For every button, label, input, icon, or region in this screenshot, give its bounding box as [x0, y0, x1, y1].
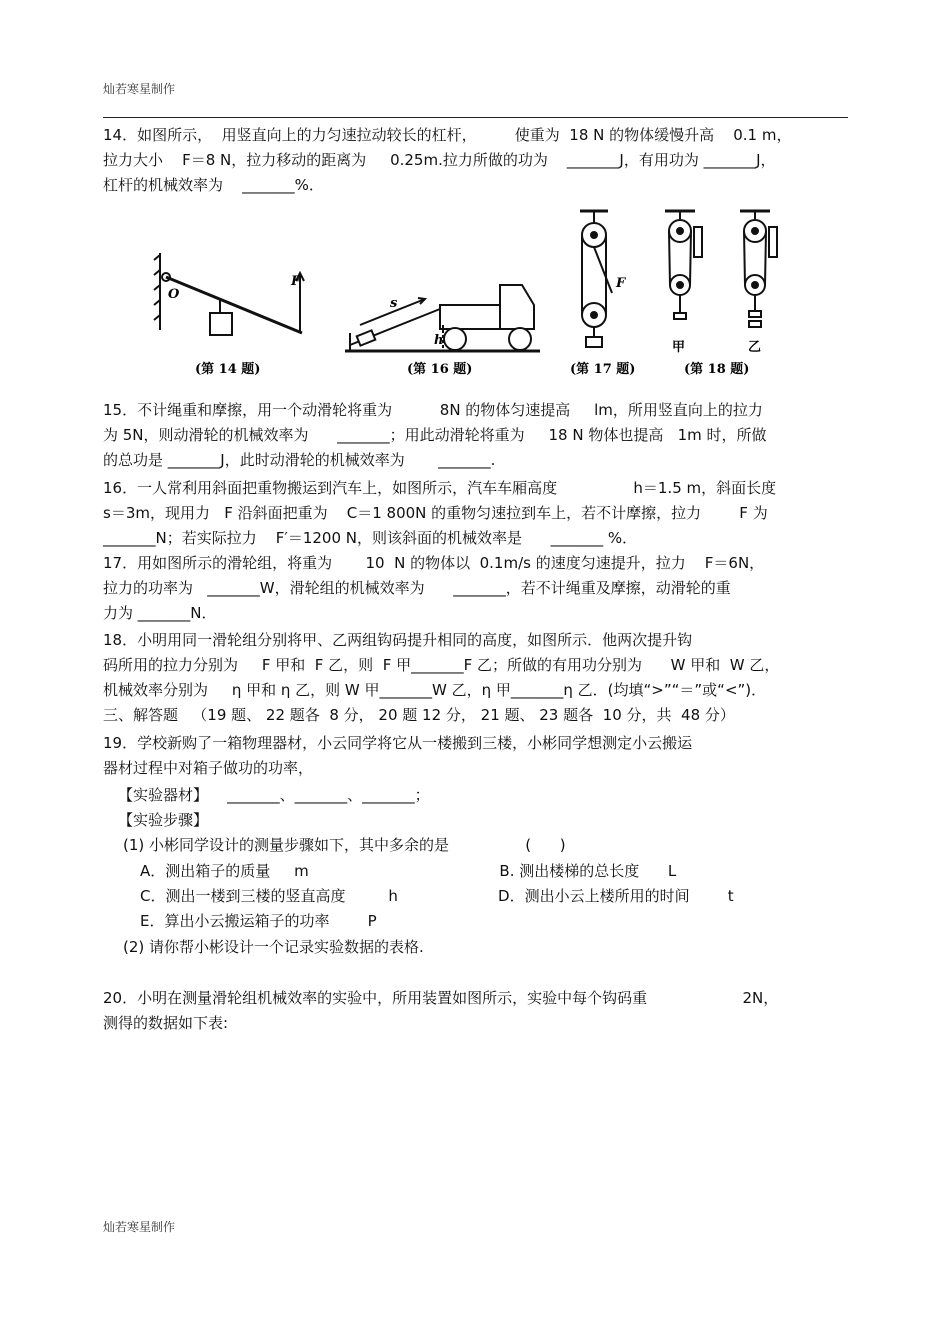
q14-line-3: 杠杆的机械效率为 _______%．	[103, 176, 324, 194]
caption-fig16: (第 16 题)	[407, 362, 473, 377]
q19-steps-heading: 【实验步骤】	[118, 811, 209, 829]
figure-17-pulley	[580, 211, 612, 347]
q19-part-2: (2) 请你帮小彬设计一个记录实验数据的表格.	[123, 938, 424, 956]
fig14-pivot-label: O	[168, 287, 180, 302]
q18-line-3: 机械效率分别为 η 甲和 η 乙，则 W 甲_______W 乙，η 甲_______η 乙．(均填“>”“＝”或“<”)．	[103, 681, 767, 699]
q14-line-2: 拉力大小 F＝8 N，拉力移动的距离为 0.25m.拉力所做的功为 _______J，有用功为 _______J，	[103, 151, 776, 169]
q19-line-2: 器材过程中对箱子做功的功率，	[103, 759, 314, 777]
fig17-force-label: F	[616, 276, 626, 291]
fig18-jia-label: 甲	[672, 340, 686, 355]
q17-line-3: 力为 _______N．	[103, 604, 217, 622]
figure-18-pulleys	[665, 211, 777, 327]
q16-line-1: 16．一人常利用斜面把重物搬运到汽车上，如图所示，汽车车厢高度 h＝1.5 m，斜面长度	[103, 479, 777, 497]
header-rule	[103, 117, 848, 118]
page-header: 灿若寒星制作	[103, 82, 176, 96]
fig16-height-label: h	[434, 333, 444, 348]
q17-line-2: 拉力的功率为 _______W，滑轮组的机械效率为 _______，若不计绳重及摩擦，动滑轮的重	[103, 579, 731, 597]
q18-line-2: 码所用的拉力分别为 F 甲和 F 乙，则 F 甲_______F 乙；所做的有用功分别为 W 甲和 W 乙，	[103, 656, 780, 674]
q15-line-3: 的总功是 _______J，此时动滑轮的机械效率为 _______.	[103, 451, 496, 469]
q15-line-1: 15．不计绳重和摩擦，用一个动滑轮将重为 8N 的物体匀速提高 lm，所用竖直向上的拉力	[103, 401, 763, 419]
fig16-slope-label: s	[390, 296, 398, 311]
caption-fig14: (第 14 题)	[195, 362, 261, 377]
q16-line-3: _______N；若实际拉力 F′＝1200 N，则该斜面的机械效率是 _______ %．	[103, 529, 638, 547]
q19-option-e: E．算出小云搬运箱子的功率 P	[140, 912, 377, 930]
q20-line-2: 测得的数据如下表:	[103, 1014, 229, 1032]
q19-part-1: (1) 小彬同学设计的测量步骤如下，其中多余的是 ( )	[123, 836, 566, 854]
q15-line-2: 为 5N，则动滑轮的机械效率为 _______；用此动滑轮将重为 18 N 物体也提高 1m 时，所做	[103, 426, 767, 444]
q19-equipment: 【实验器材】 _______、_______、_______；	[118, 786, 430, 804]
q19-line-1: 19．学校新购了一箱物理器材，小云同学将它从一楼搬到三楼，小彬同学想测定小云搬运	[103, 734, 693, 752]
q20-line-1: 20．小明在测量滑轮组机械效率的实验中，所用装置如图所示，实验中每个钩码重 2N，	[103, 989, 779, 1007]
q19-options-ab: A．测出箱子的质量 m B. 测出楼梯的总长度 L	[140, 862, 677, 880]
q16-line-2: s＝3m，现用力 F 沿斜面把重为 C＝1 800N 的重物匀速拉到车上，若不计摩擦，拉力 F 为	[103, 504, 768, 522]
q18-line-1: 18．小明用同一滑轮组分别将甲、乙两组钩码提升相同的高度，如图所示．他两次提升钩	[103, 631, 693, 649]
section-3-heading: 三、解答题 （19 题、 22 题各 8 分， 20 题 12 分， 21 题、 23 题各 10 分，共 48 分）	[103, 706, 735, 724]
caption-fig17: (第 17 题)	[570, 362, 636, 377]
q17-line-1: 17．用如图所示的滑轮组，将重为 10 N 的物体以 0.1m/s 的速度匀速提升，拉力 F＝6N，	[103, 554, 765, 572]
caption-fig18: (第 18 题)	[684, 362, 750, 377]
q19-options-cd: C．测出一楼到三楼的竖直高度 h D．测出小云上楼所用的时间 t	[140, 887, 734, 905]
figures-row	[150, 205, 800, 385]
page-footer: 灿若寒星制作	[103, 1220, 176, 1234]
fig18-yi-label: 乙	[748, 340, 762, 355]
fig14-force-label: F	[291, 274, 301, 289]
q14-line-1: 14．如图所示， 用竖直向上的力匀速拉动较长的杠杆， 使重为 18 N 的物体缓慢升高 0.1 m，	[103, 126, 792, 144]
